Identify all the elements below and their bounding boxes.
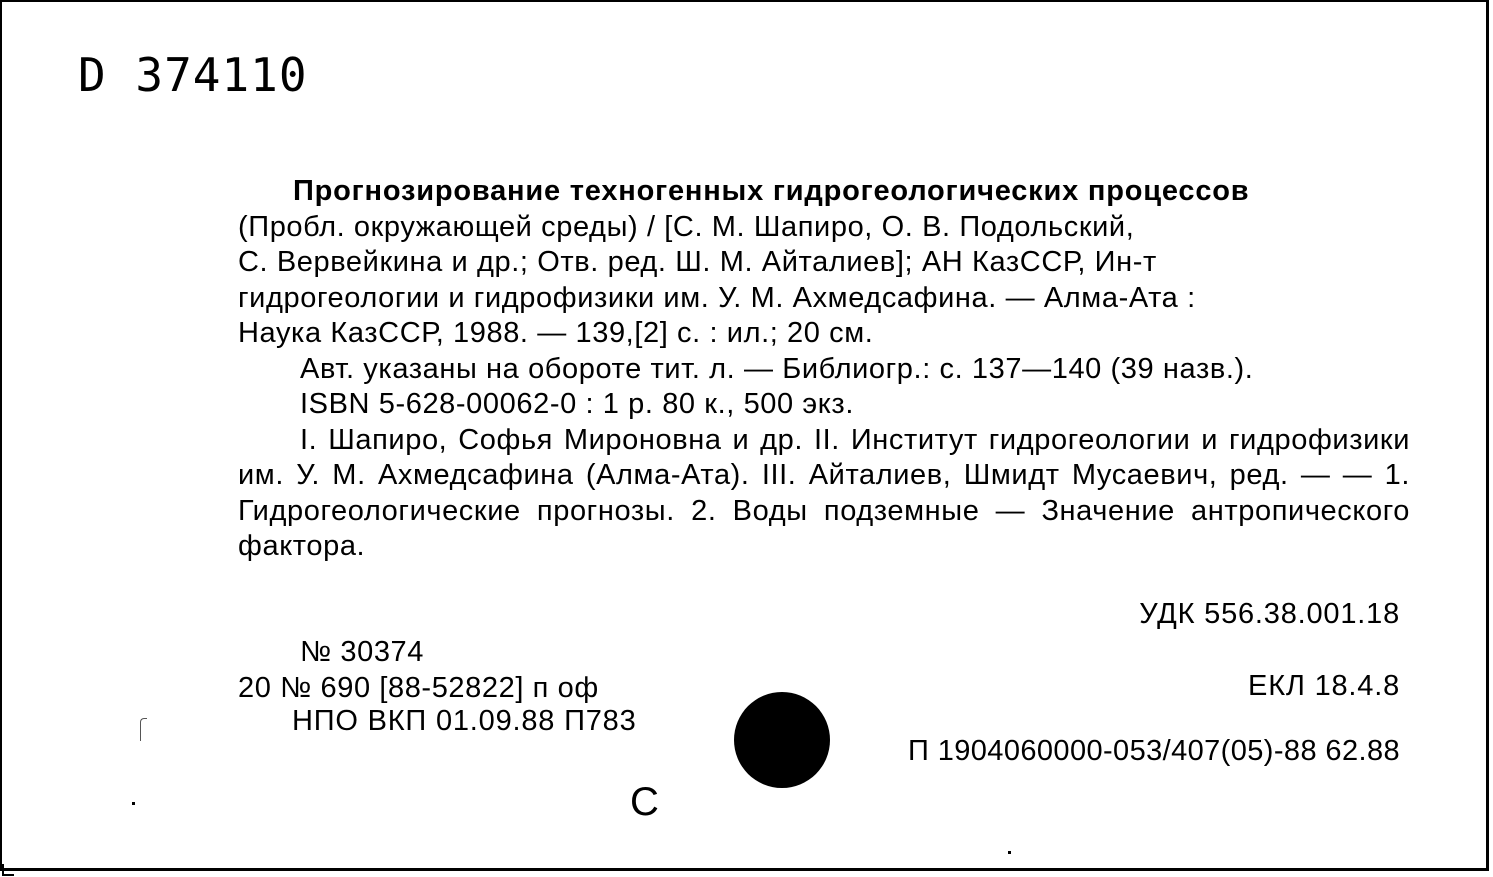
punched-hole	[734, 692, 830, 788]
call-number: D 374110	[78, 48, 308, 102]
registration-number: № 30374	[300, 636, 425, 668]
ekl-code: ЕКЛ 18.4.8	[1248, 670, 1400, 702]
udk-code: УДК 556.38.001.18	[1139, 598, 1400, 630]
description-line-4: Наука КазССР, 1988. — 139,[2] с. : ил.; 20 см.	[238, 317, 874, 349]
dust-speck	[1008, 851, 1011, 854]
title-paragraph	[238, 174, 1410, 210]
publisher-code: НПО ВКП 01.09.88 П783	[292, 705, 637, 737]
description-line-2: С. Вервейкина и др.; Отв. ред. Ш. М. Айталиев]; АН КазССР, Ин-т	[238, 246, 1157, 278]
corner-mark	[2, 864, 14, 876]
tracings: I. Шапиро, Софья Мироновна и др. II. Институт гидрогеологии и гидрофизики им. У. М. Ахмедсафина (Алма-Ата). III. Айталиев, Шмидт Мусаевич, ред. — — 1. Гидрогеологические прогнозы. 2. Воды подземные — Значение антропического фактора.	[238, 423, 1410, 562]
description-line-1: (Пробл. окружающей среды) / [С. М. Шапиро, О. В. Подольский,	[238, 210, 1135, 243]
isbn-line: ISBN 5-628-00062-0 : 1 р. 80 к., 500 экз.	[300, 388, 854, 420]
bibliographic-entry	[238, 174, 1410, 565]
book-title: Прогнозирование техногенных гидрогеологических процессов	[293, 175, 1250, 207]
pencil-mark	[140, 718, 147, 741]
order-number: 20 № 690 [88-52822] п оф	[238, 672, 599, 704]
price-code: П 1904060000-053/407(05)-88 62.88	[908, 735, 1400, 767]
author-note: Авт. указаны на обороте тит. л. — Библиогр.: с. 137—140 (39 назв.).	[300, 352, 1254, 385]
description-line-3: гидрогеологии и гидрофизики им. У. М. Ахмедсафина. — Алма-Ата :	[238, 281, 1196, 314]
card-letter: С	[630, 780, 659, 824]
dust-speck	[132, 802, 135, 805]
